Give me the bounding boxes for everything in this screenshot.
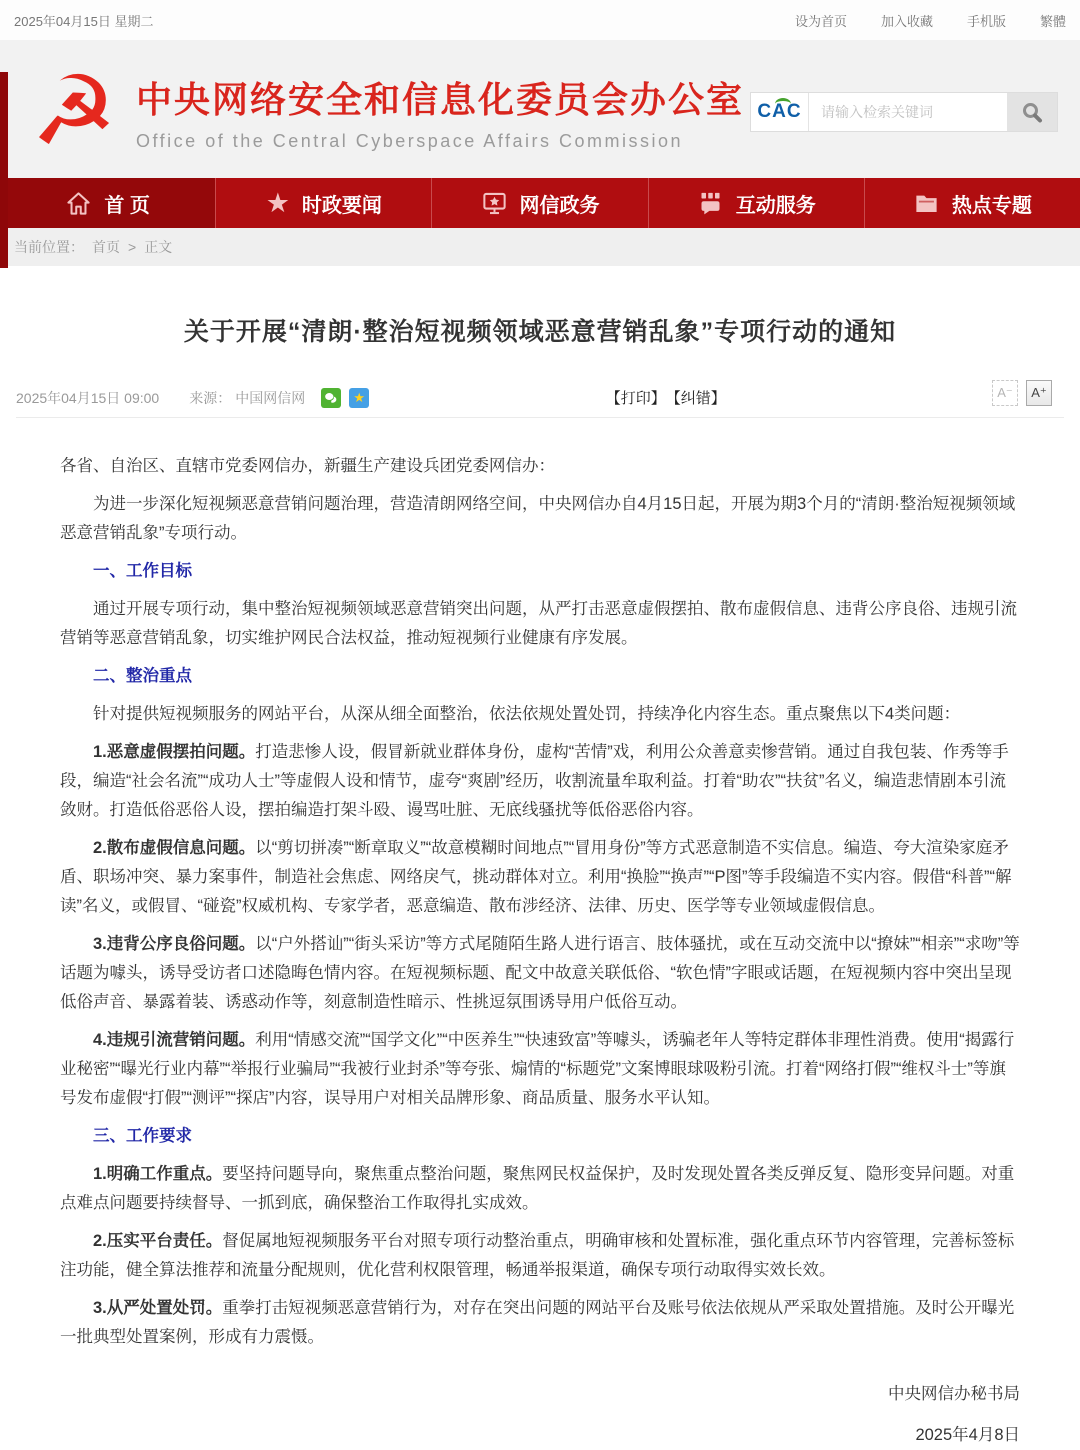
nav-label: 网信政务 <box>519 194 600 217</box>
breadcrumb-home-link[interactable]: 首页 <box>92 239 120 255</box>
section-heading-2: 二、整治重点 <box>93 667 192 685</box>
nav-item-hot-topics[interactable] <box>864 178 1080 228</box>
masthead-wrap <box>0 40 1080 228</box>
star-icon: ★ <box>265 187 290 218</box>
site-title: 中央网络安全和信息化委员会办公室 <box>136 79 745 120</box>
article-actions <box>606 387 726 408</box>
nav-label: 时政要闻 <box>301 194 382 217</box>
font-size-controls <box>992 380 1052 406</box>
add-favorite-link[interactable]: 加入收藏 <box>880 13 933 29</box>
article-title: 关于开展“清朗·整治短视频领域恶意营销乱象”专项行动的通知 <box>183 318 897 346</box>
section-heading-3: 三、工作要求 <box>93 1127 192 1145</box>
set-homepage-link[interactable]: 设为首页 <box>794 13 847 29</box>
source-label: 来源： <box>189 389 232 406</box>
signature-organization: 中央网信办秘书局 <box>888 1385 1020 1403</box>
error-correction-button[interactable]: 【纠错】 <box>665 390 726 407</box>
search-bar <box>750 92 1058 132</box>
print-button[interactable]: 【打印】 <box>605 390 666 407</box>
site-brand <box>136 72 744 152</box>
nav-item-interactive-services[interactable] <box>648 178 864 228</box>
requirement-item-1: 1.明确工作重点。要坚持问题导向，聚焦重点整治问题，聚焦网民权益保护，及时发现处置各类反弹反复、隐形变异问题。对重点难点问题要持续督导、一抓到底，确保整治工作取得扎实成效。 <box>60 1165 1015 1212</box>
site-header <box>0 40 1080 178</box>
numbered-item-3: 3.违背公序良俗问题。以“户外搭讪”“街头采访”等方式尾随陌生路人进行语言、肢体骚扰，或在互动交流中以“撩妹”“相亲”“求吻”等话题为噱头，诱导受访者口述隐晦色情内容。在短视频标题、配文中故意关联低俗、“软色情”字眼或话题，在短视频内容中突出呈现低俗声音、暴露着装、诱惑动作等，刻意制造性暗示、性挑逗氛围诱导用户低俗互动。 <box>60 935 1020 1011</box>
main-nav <box>0 178 1080 228</box>
publish-datetime: 2025年04月15日 09:00 <box>16 389 160 406</box>
article-meta-row <box>16 378 1064 418</box>
search-icon <box>1020 100 1044 124</box>
nav-label: 互动服务 <box>735 194 816 217</box>
numbered-item-2: 2.散布虚假信息问题。以“剪切拼凑”“断章取义”“故意模糊时间地点”“冒用身份”等方式恶意制造不实信息。编造、夸大渲染家庭矛盾、职场冲突、暴力案事件，制造社会焦虑、网络戾气，挑动群体对立。利用“换脸”“换声”“P图”等手段编造不实内容。假借“科普”“解读”名义，或假冒、“碰瓷”权威机构、专家学者，恶意编造、散布涉经济、法律、历史、医学等专业领域虚假信息。 <box>60 839 1012 915</box>
search-button[interactable] <box>1007 93 1057 131</box>
nav-item-home[interactable] <box>0 178 215 228</box>
breadcrumb <box>0 228 1080 266</box>
nav-label: 热点专题 <box>951 194 1032 217</box>
traditional-chinese-link[interactable]: 繁體 <box>1039 13 1066 29</box>
paragraph: 通过开展专项行动，集中整治短视频领域恶意营销突出问题，从严打击恶意虚假摆拍、散布虚假信息、违背公序良俗、违规引流营销等恶意营销乱象，切实维护网民合法权益，推动短视频行业健康有序发展。 <box>60 600 1017 647</box>
left-red-stripe <box>0 72 8 268</box>
monitor-star-icon <box>481 190 508 217</box>
site-subtitle: Office of the Central Cyberspace Affairs Commission <box>136 131 684 151</box>
top-utility-bar <box>0 0 1080 40</box>
wechat-share-icon[interactable] <box>321 388 341 408</box>
nav-label: 首 页 <box>104 194 150 217</box>
article-body <box>0 418 1080 1450</box>
mobile-version-link[interactable]: 手机版 <box>966 13 1006 29</box>
article <box>0 312 1080 1450</box>
font-decrease-button[interactable]: A⁻ <box>992 380 1018 406</box>
qzone-share-icon[interactable]: ★ <box>349 388 369 408</box>
requirement-item-2: 2.压实平台责任。督促属地短视频服务平台对照专项行动整治重点，明确审核和处置标准，强化重点环节内容管理，完善标签标注功能，健全算法推荐和流量分配规则，优化营利权限管理，畅通举报渠道，确保专项行动取得实效长效。 <box>60 1232 1015 1279</box>
topbar-links <box>795 11 1066 30</box>
paragraph: 针对提供短视频服务的网站平台，从深从细全面整治，依法依规处置处罚，持续净化内容生态。重点聚焦以下4类问题： <box>93 705 961 723</box>
nav-item-politics-news[interactable] <box>215 178 431 228</box>
home-icon <box>65 190 92 217</box>
requirement-item-3: 3.从严处置处罚。重拳打击短视频恶意营销行为，对存在突出问题的网站平台及账号依法依规从严采取处置措施。及时公开曝光一批典型处置案例，形成有力震慑。 <box>60 1299 1015 1346</box>
cac-logo: CAC <box>751 93 809 131</box>
paragraph: 为进一步深化短视频恶意营销问题治理，营造清朗网络空间，中央网信办自4月15日起，开展为期3个月的“清朗·整治短视频领域恶意营销乱象”专项行动。 <box>60 495 1016 542</box>
breadcrumb-label: 当前位置： <box>14 239 84 255</box>
salutation-line: 各省、自治区、直辖市党委网信办，新疆生产建设兵团党委网信办： <box>60 457 555 475</box>
signature-date: 2025年4月8日 <box>915 1426 1020 1444</box>
chat-bubbles-icon <box>697 190 724 217</box>
current-date: 2025年04月15日 星期二 <box>14 13 154 29</box>
search-input[interactable] <box>809 93 1007 131</box>
numbered-item-4: 4.违规引流营销问题。利用“情感交流”“国学文化”“中医养生”“快速致富”等噱头，诱骗老年人等特定群体非理性消费。使用“揭露行业秘密”“曝光行业内幕”“举报行业骗局”“我被行业封杀”等夸张、煽情的“标题党”文案博眼球吸粉引流。打着“网络打假”“维权斗士”等旗号发布虚假“打假”“测评”“探店”内容，误导用户对相关品牌形象、商品质量、服务水平认知。 <box>60 1031 1015 1107</box>
font-increase-button[interactable]: A⁺ <box>1026 380 1052 406</box>
section-heading-1: 一、工作目标 <box>93 562 192 580</box>
party-emblem-logo: ☭ <box>30 58 118 165</box>
source-name: 中国网信网 <box>235 389 306 406</box>
numbered-item-1: 1.恶意虚假摆拍问题。打造悲惨人设，假冒新就业群体身份，虚构“苦情”戏，利用公众善意卖惨营销。通过自我包装、作秀等手段，编造“社会名流”“成功人士”等虚假人设和情节，虚夸“爽剧”经历，收割流量牟取利益。打着“助农”“扶贫”名义，编造悲情剧本引流敛财。打造低俗恶俗人设，摆拍编造打架斗殴、谩骂吐脏、无底线骚扰等低俗恶俗内容。 <box>60 743 1009 819</box>
breadcrumb-current: 正文 <box>144 239 173 255</box>
breadcrumb-separator: > <box>128 239 137 255</box>
folder-icon <box>913 190 940 217</box>
nav-item-cyberspace-affairs[interactable] <box>431 178 647 228</box>
